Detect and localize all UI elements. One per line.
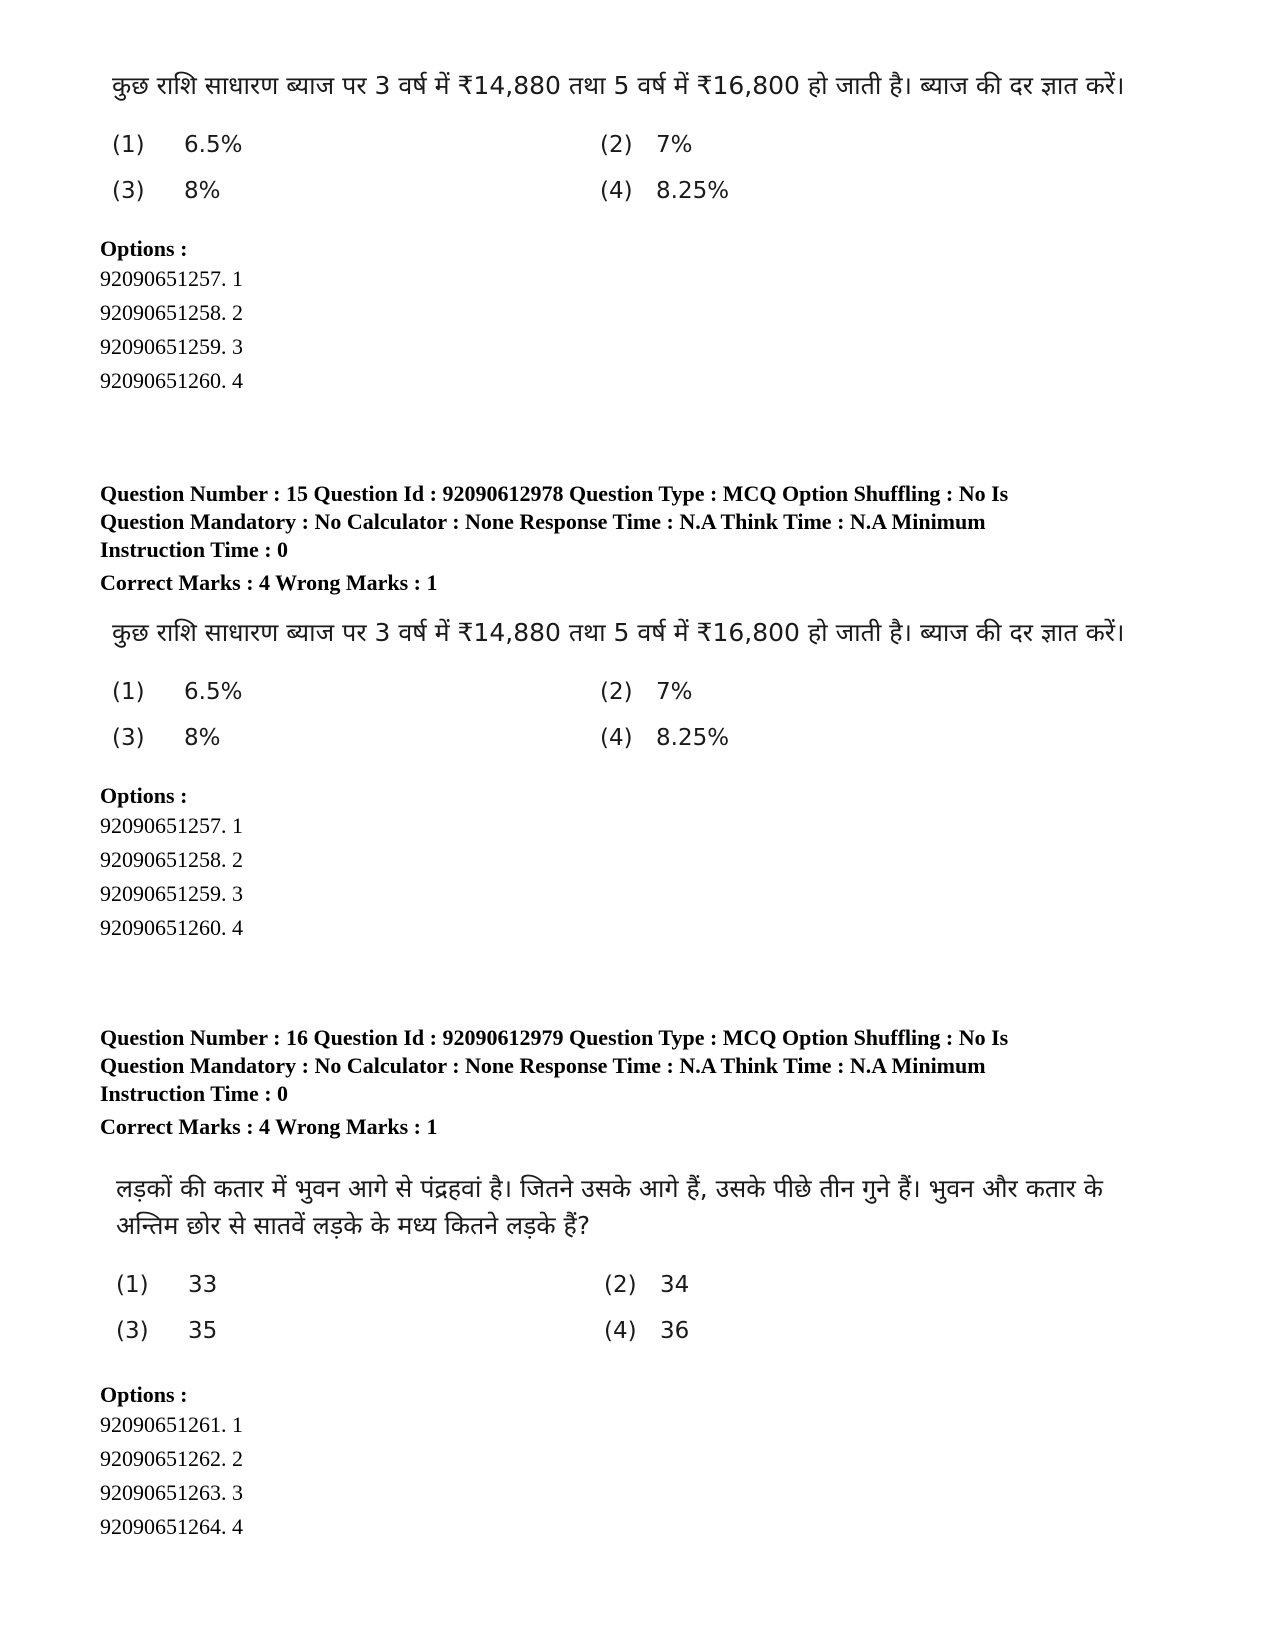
choice-4: (4) 8.25%	[600, 725, 730, 751]
choice-grid	[104, 1264, 1160, 1360]
question-meta: Question Number : 15 Question Id : 92090612978 Question Type : MCQ Option Shuffling : No Is	[100, 481, 1009, 506]
option-id: 92090651258. 2	[100, 847, 243, 872]
option-id: 92090651260. 4	[100, 915, 243, 940]
options-label: Options :	[100, 1382, 188, 1407]
question-body-15	[100, 614, 1160, 945]
question-meta: Question Number : 16 Question Id : 92090612979 Question Type : MCQ Option Shuffling : No Is	[100, 1025, 1009, 1050]
choice-3: (3) 35	[116, 1318, 218, 1344]
question-block-15	[100, 480, 1160, 600]
choice-2: (2) 7%	[600, 679, 693, 705]
question-text: कुछ राशि साधारण ब्याज पर 3 वर्ष में ₹14,880 तथा 5 वर्ष में ₹16,800 हो जाती है। ब्याज की दर ज्ञात करें।	[112, 71, 1125, 100]
option-id: 92090651259. 3	[100, 881, 243, 906]
choice-3: (3) 8%	[112, 725, 221, 751]
question-meta: Question Mandatory : No Calculator : None Response Time : N.A Think Time : N.A Minimum	[100, 1053, 986, 1078]
option-id: 92090651264. 4	[100, 1514, 243, 1539]
choice-1: (1) 6.5%	[112, 132, 243, 158]
choice-grid	[100, 671, 1160, 767]
question-block-16	[100, 1024, 1160, 1144]
question-image	[100, 67, 1160, 220]
choice-4: (4) 8.25%	[600, 178, 730, 204]
marks-line: Correct Marks : 4 Wrong Marks : 1	[100, 570, 438, 595]
marks-line: Correct Marks : 4 Wrong Marks : 1	[100, 1114, 438, 1139]
question-body-16	[100, 1170, 1160, 1544]
question-block-14	[100, 67, 1160, 398]
choice-4: (4) 36	[604, 1318, 690, 1344]
choice-1: (1) 33	[116, 1272, 218, 1298]
question-meta: Question Mandatory : No Calculator : None Response Time : N.A Think Time : N.A Minimum	[100, 509, 986, 534]
option-id: 92090651260. 4	[100, 368, 243, 393]
option-id: 92090651261. 1	[100, 1412, 243, 1437]
option-id: 92090651257. 1	[100, 266, 243, 291]
question-meta: Instruction Time : 0	[100, 537, 289, 562]
question-text: लड़कों की कतार में भुवन आगे से पंद्रहवां है। जितने उसके आगे हैं, उसके पीछे तीन गुने हैं। भुवन और कतार के अन्तिम छोर से सातवें लड़के के मध्य कितने लड़के हैं?	[116, 1174, 1104, 1240]
option-id: 92090651259. 3	[100, 334, 243, 359]
option-id: 92090651258. 2	[100, 300, 243, 325]
question-image	[100, 614, 1160, 767]
option-id: 92090651262. 2	[100, 1446, 243, 1471]
option-id: 92090651257. 1	[100, 813, 243, 838]
choice-1: (1) 6.5%	[112, 679, 243, 705]
options-label: Options :	[100, 236, 188, 261]
question-image	[100, 1170, 1160, 1360]
question-text: कुछ राशि साधारण ब्याज पर 3 वर्ष में ₹14,880 तथा 5 वर्ष में ₹16,800 हो जाती है। ब्याज की दर ज्ञात करें।	[112, 618, 1125, 647]
choice-2: (2) 7%	[600, 132, 693, 158]
choice-grid	[100, 124, 1160, 220]
choice-2: (2) 34	[604, 1272, 690, 1298]
option-id: 92090651263. 3	[100, 1480, 243, 1505]
options-label: Options :	[100, 783, 188, 808]
choice-3: (3) 8%	[112, 178, 221, 204]
question-meta: Instruction Time : 0	[100, 1081, 289, 1106]
